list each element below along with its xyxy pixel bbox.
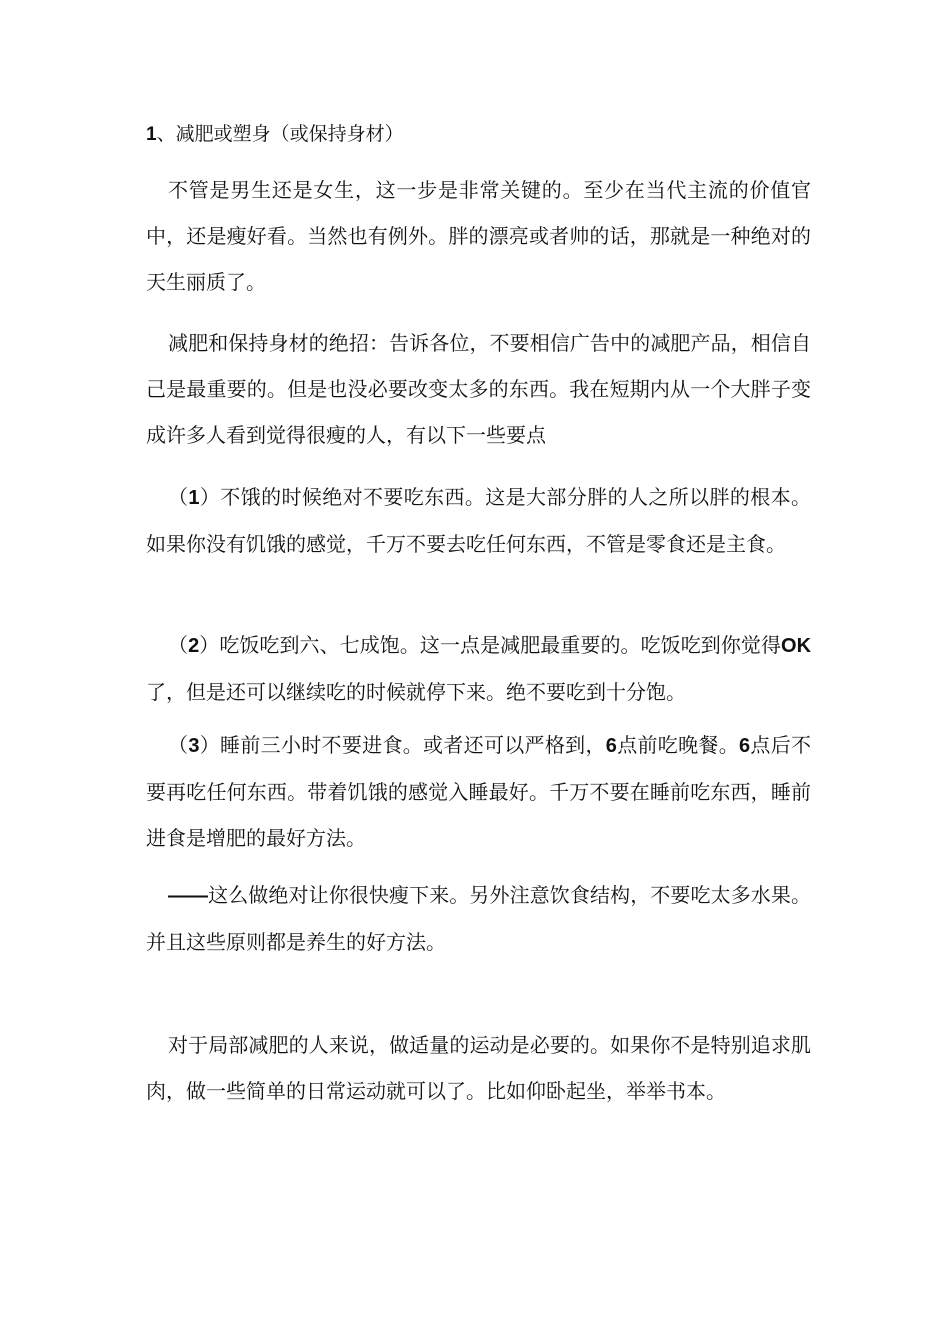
point-2-open: （ <box>168 633 189 657</box>
point-3-text-b: 点前吃晚餐。 <box>616 733 739 757</box>
point-2-text-a: 吃饭吃到六、七成饱。这一点是减肥最重要的。吃饭吃到你觉得 <box>219 633 782 657</box>
point-2-ok: OK <box>781 635 812 657</box>
point-1-paragraph <box>146 474 811 567</box>
section-heading <box>146 119 404 150</box>
point-3-text-c: 点后不要再吃任何东西。带着饥饿的感觉入睡最好。千万不要在睡前吃东西，睡前进食是增肥的最好方法。 <box>146 733 812 850</box>
heading-text: 、减肥或塑身（或保持身材） <box>156 123 404 145</box>
point-3-text-a: 睡前三小时不要进食。或者还可以严格到， <box>220 733 606 757</box>
summary-dash: —— <box>168 885 208 907</box>
intro-paragraph: 不管是男生还是女生，这一步是非常关键的。至少在当代主流的价值官中，还是瘦好看。当然也有例外。胖的漂亮或者帅的话，那就是一种绝对的天生丽质了。 <box>146 178 811 294</box>
point-1-close: ） <box>199 485 221 509</box>
point-3-six-a: 6 <box>605 735 617 757</box>
summary-text: 这么做绝对让你很快瘦下来。另外注意饮食结构，不要吃太多水果。并且这些原则都是养生的好方法。 <box>146 883 811 954</box>
summary-paragraph <box>146 872 811 965</box>
point-2-close: ） <box>199 633 220 657</box>
point-2-text-b: 了，但是还可以继续吃的时候就停下来。绝不要吃到十分饱。 <box>146 680 686 704</box>
point-1-number: 1 <box>188 487 200 509</box>
secret-paragraph: 减肥和保持身材的绝招：告诉各位，不要相信广告中的减肥产品，相信自己是最重要的。但是也没必要改变太多的东西。我在短期内从一个大胖子变成许多人看到觉得很瘦的人，有以下一些要点 <box>146 331 811 447</box>
point-1-open: （ <box>168 485 189 509</box>
point-2-paragraph <box>146 622 811 715</box>
point-3-close: ） <box>199 733 221 757</box>
point-3-open: （ <box>168 733 189 757</box>
point-1-text: 不饿的时候绝对不要吃东西。这是大部分胖的人之所以胖的根本。如果你没有饥饿的感觉，千万不要去吃任何东西，不管是零食还是主食。 <box>146 485 812 556</box>
point-3-number: 3 <box>188 735 200 757</box>
exercise-paragraph: 对于局部减肥的人来说，做适量的运动是必要的。如果你不是特别追求肌肉，做一些简单的日常运动就可以了。比如仰卧起坐，举举书本。 <box>146 1033 811 1103</box>
point-3-six-b: 6 <box>739 735 751 757</box>
point-2-number: 2 <box>188 635 200 657</box>
point-3-paragraph <box>146 722 811 861</box>
heading-number: 1 <box>146 124 157 145</box>
